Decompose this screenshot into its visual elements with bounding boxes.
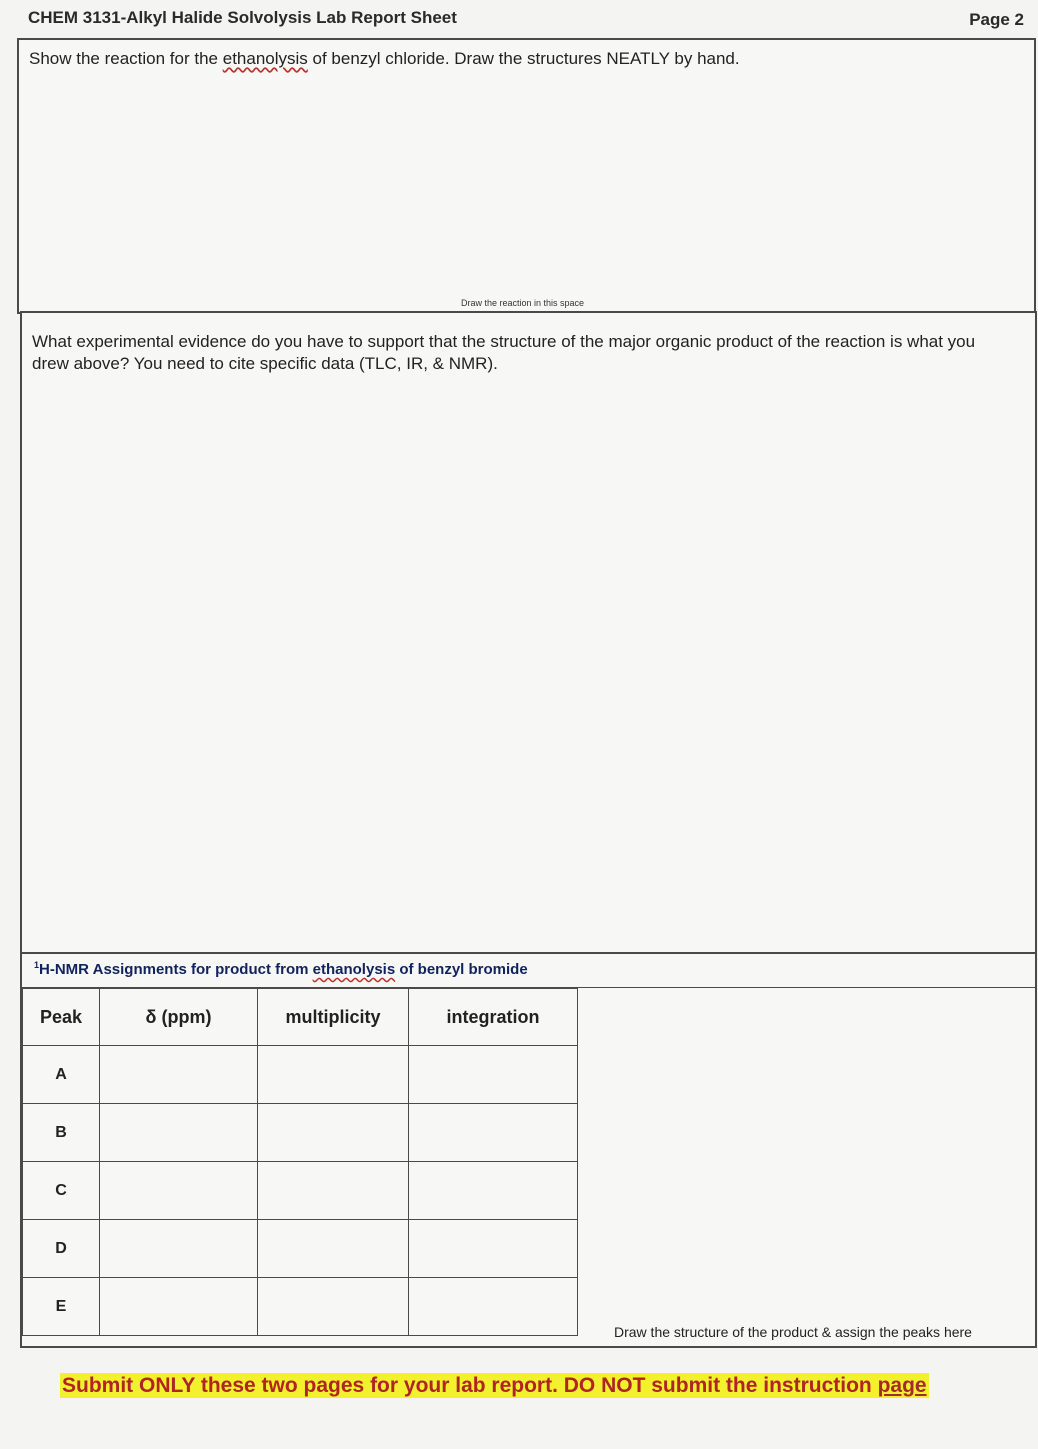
- page-number: Page 2: [969, 10, 1024, 29]
- table-row: [23, 1278, 578, 1336]
- page-header: [28, 8, 1024, 32]
- peak-label: B: [23, 1104, 100, 1162]
- table-header-row: [23, 989, 578, 1046]
- integration-cell[interactable]: [409, 1104, 578, 1162]
- peak-label: A: [23, 1046, 100, 1104]
- reaction-drawing-box[interactable]: [17, 38, 1036, 314]
- submission-note: Submit ONLY these two pages for your lab report. DO NOT submit the instruction page: [62, 1374, 927, 1397]
- col-header-shift: δ (ppm): [100, 989, 258, 1046]
- multiplicity-cell[interactable]: [258, 1220, 409, 1278]
- integration-cell[interactable]: [409, 1278, 578, 1336]
- sheet-title: CHEM 3131-Alkyl Halide Solvolysis Lab Report Sheet: [28, 8, 457, 27]
- table-row: [23, 1162, 578, 1220]
- multiplicity-cell[interactable]: [258, 1046, 409, 1104]
- col-header-peak: Peak: [23, 989, 100, 1046]
- shift-cell[interactable]: [100, 1104, 258, 1162]
- evidence-prompt: What experimental evidence do you have to support that the structure of the major organic product of the reaction is what you drew above? You need to cite specific data (TLC, IR, & NMR).: [32, 332, 976, 373]
- nmr-assignment-section: [20, 952, 1037, 1348]
- reaction-space-caption: Draw the reaction in this space: [461, 298, 585, 308]
- peak-label: E: [23, 1278, 100, 1336]
- integration-cell[interactable]: [409, 1220, 578, 1278]
- integration-cell[interactable]: [409, 1162, 578, 1220]
- multiplicity-cell[interactable]: [258, 1104, 409, 1162]
- shift-cell[interactable]: [100, 1220, 258, 1278]
- peak-label: C: [23, 1162, 100, 1220]
- table-row: [23, 1220, 578, 1278]
- table-row: [23, 1046, 578, 1104]
- shift-cell[interactable]: [100, 1278, 258, 1336]
- nmr-section-title: $^1$H-NMR Assignments for product from ethanolysis of benzyl bromide: [34, 960, 528, 978]
- page-word: page: [877, 1374, 927, 1397]
- peak-label: D: [23, 1220, 100, 1278]
- shift-cell[interactable]: [100, 1162, 258, 1220]
- multiplicity-cell[interactable]: [258, 1162, 409, 1220]
- nmr-table: [22, 988, 578, 1336]
- reaction-prompt: Show the reaction for the ethanolysis of benzyl chloride. Draw the structures NEATLY by hand.: [29, 49, 740, 68]
- structure-drawing-caption: Draw the structure of the product & assign the peaks here: [614, 1324, 972, 1340]
- col-header-multiplicity: multiplicity: [258, 989, 409, 1046]
- spellcheck-word: ethanolysis: [222, 49, 308, 68]
- table-row: [23, 1104, 578, 1162]
- shift-cell[interactable]: [100, 1046, 258, 1104]
- col-header-integration: integration: [409, 989, 578, 1046]
- integration-cell[interactable]: [409, 1046, 578, 1104]
- evidence-answer-box[interactable]: [20, 311, 1037, 954]
- multiplicity-cell[interactable]: [258, 1278, 409, 1336]
- spellcheck-word: ethanolysis: [312, 961, 396, 978]
